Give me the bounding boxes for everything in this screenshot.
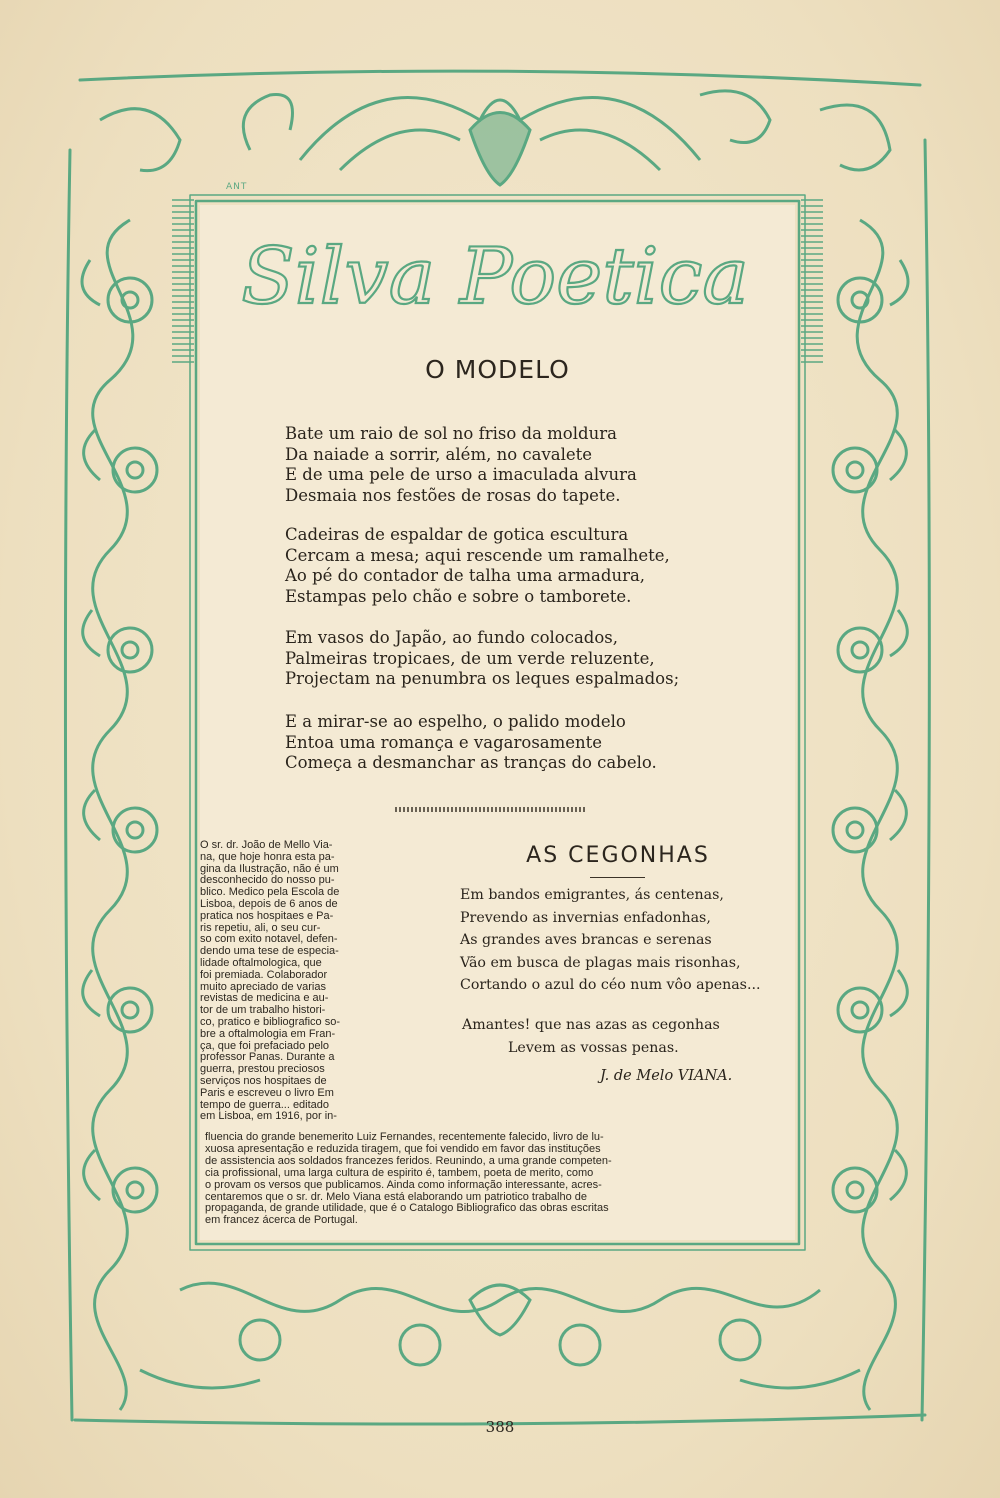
bio-line: serviços nos hospitaes de <box>200 1074 327 1087</box>
bio-line: bre a oftalmologia em Fran- <box>200 1027 336 1040</box>
bio-line: professor Panas. Durante a <box>200 1051 335 1064</box>
bio-line: O sr. dr. João de Mello Via- <box>200 839 333 851</box>
poem-stanza-1 <box>285 424 637 506</box>
bio-line: blico. Medico pela Escola de <box>200 886 340 899</box>
cegonhas-stanza-1 <box>460 884 761 997</box>
bio-line: pratica nos hospitaes e Pa- <box>200 909 334 922</box>
poem-line: Ao pé do contador de talha uma armadura, <box>285 566 646 585</box>
poem-line: Entoa uma romança e vagarosamente <box>285 732 603 752</box>
bio-line: o provam os versos que publicamos. Ainda como informação interessante, acres- <box>205 1178 602 1191</box>
dotted-separator <box>395 807 585 812</box>
bio-line: foi premiada. Colaborador <box>200 968 328 981</box>
poem-stanza-4 <box>285 712 657 774</box>
cegonhas-line: Em bandos emigrantes, ás centenas, <box>460 887 724 903</box>
bio-line: ris repetiu, ali, o seu cur- <box>200 921 321 934</box>
section-title-text: Silva Poetica <box>241 232 749 322</box>
page-number: 388 <box>485 1418 515 1436</box>
bio-line: lidade oftalmologica, que <box>200 956 322 969</box>
bio-line: em Lisboa, em 1916, por in- <box>200 1110 337 1123</box>
author-signature: J. de Melo VIANA. <box>600 1068 733 1084</box>
bio-line: ça, que foi prefaciado pelo <box>200 1039 330 1052</box>
cegonhas-line: Amantes! que nas azas as cegonhas <box>462 1017 720 1033</box>
poem-stanza-2 <box>285 525 670 607</box>
cegonhas-stanza-2 <box>462 1014 720 1059</box>
section-title <box>225 225 765 335</box>
bio-line: na, que hoje honra esta pa- <box>200 850 335 863</box>
bio-line: propaganda, de grande utilidade, que é o Catalogo Bibliografico das obras escritas <box>205 1202 609 1215</box>
bio-line: muito apreciado de varias <box>200 980 326 993</box>
author-bio-column <box>200 840 412 1123</box>
bio-line: guerra, prestou preciosos <box>200 1063 325 1076</box>
cegonhas-line: Prevendo as invernias enfadonhas, <box>460 909 711 926</box>
bio-line: Lisboa, depois de 6 anos de <box>200 897 338 910</box>
bio-line: co, pratico e bibliografico so- <box>200 1015 341 1028</box>
artist-mark: ANT <box>226 182 248 192</box>
bio-line: em francez ácerca de Portugal. <box>205 1214 358 1227</box>
poem-line: Projectam na penumbra os leques espalmados; <box>285 669 680 688</box>
poem-line: Da naiade a sorrir, além, no cavalete <box>285 444 593 464</box>
bio-line: Paris e escreveu o livro Em <box>200 1086 334 1099</box>
bio-line: dendo uma tese de especia- <box>200 945 339 958</box>
poem-line: Estampas pelo chão e sobre o tamborete. <box>285 586 632 606</box>
bio-line: so com exito notavel, defen- <box>200 933 338 946</box>
bio-line: xuosa apresentação e reduzida tiragem, que foi vendido em favor das instituções <box>205 1142 601 1155</box>
cegonhas-title: AS CEGONHAS <box>526 843 710 868</box>
poem-line: Bate um raio de sol no friso da moldura <box>285 424 617 443</box>
bio-line: desconhecido do nosso pu- <box>200 874 335 887</box>
bio-line: de assistencia aos soldados francezes feridos. Reunindo, a uma grande competen- <box>205 1154 612 1167</box>
poem-title: O MODELO <box>425 355 570 384</box>
bio-line: gina da Ilustração, não é um <box>200 862 339 875</box>
poem-line: E a mirar-se ao espelho, o palido modelo <box>285 712 626 731</box>
cegonhas-line: Cortando o azul do céo num vôo apenas... <box>460 977 761 993</box>
cegonhas-line: As grandes aves brancas e serenas <box>460 932 712 948</box>
poem-line: Palmeiras tropicaes, de um verde reluzente, <box>285 648 655 668</box>
cegonhas-line: Levem as vossas penas. <box>508 1039 679 1056</box>
poem-line: Começa a desmanchar as tranças do cabelo. <box>285 753 657 772</box>
bio-line: cia profissional, uma larga cultura de espirito é, tambem, poeta de merito, como <box>205 1166 594 1179</box>
bio-line: centaremos que o sr. dr. Melo Viana está elaborando um patriotico trabalho de <box>205 1190 587 1203</box>
bio-line: tor de um trabalho histori- <box>200 1004 326 1017</box>
poem-line: Em vasos do Japão, ao fundo colocados, <box>285 628 619 647</box>
poem-line: Cercam a mesa; aqui rescende um ramalhete, <box>285 545 670 565</box>
poem-line: E de uma pele de urso a imaculada alvura <box>285 465 637 484</box>
cegonhas-line: Vão em busca de plagas mais risonhas, <box>460 954 741 971</box>
title-underline <box>590 877 645 878</box>
poem-line: Cadeiras de espaldar de gotica escultura <box>285 525 629 544</box>
poem-stanza-3 <box>285 628 679 690</box>
author-bio-continuation <box>205 1132 785 1227</box>
bio-line: tempo de guerra... editado <box>200 1098 330 1111</box>
bio-line: fluencia do grande benemerito Luiz Fernandes, recentemente falecido, livro de lu- <box>205 1131 604 1143</box>
poem-line: Desmaia nos festões de rosas do tapete. <box>285 485 621 505</box>
bio-line: revistas de medicina e au- <box>200 992 329 1005</box>
